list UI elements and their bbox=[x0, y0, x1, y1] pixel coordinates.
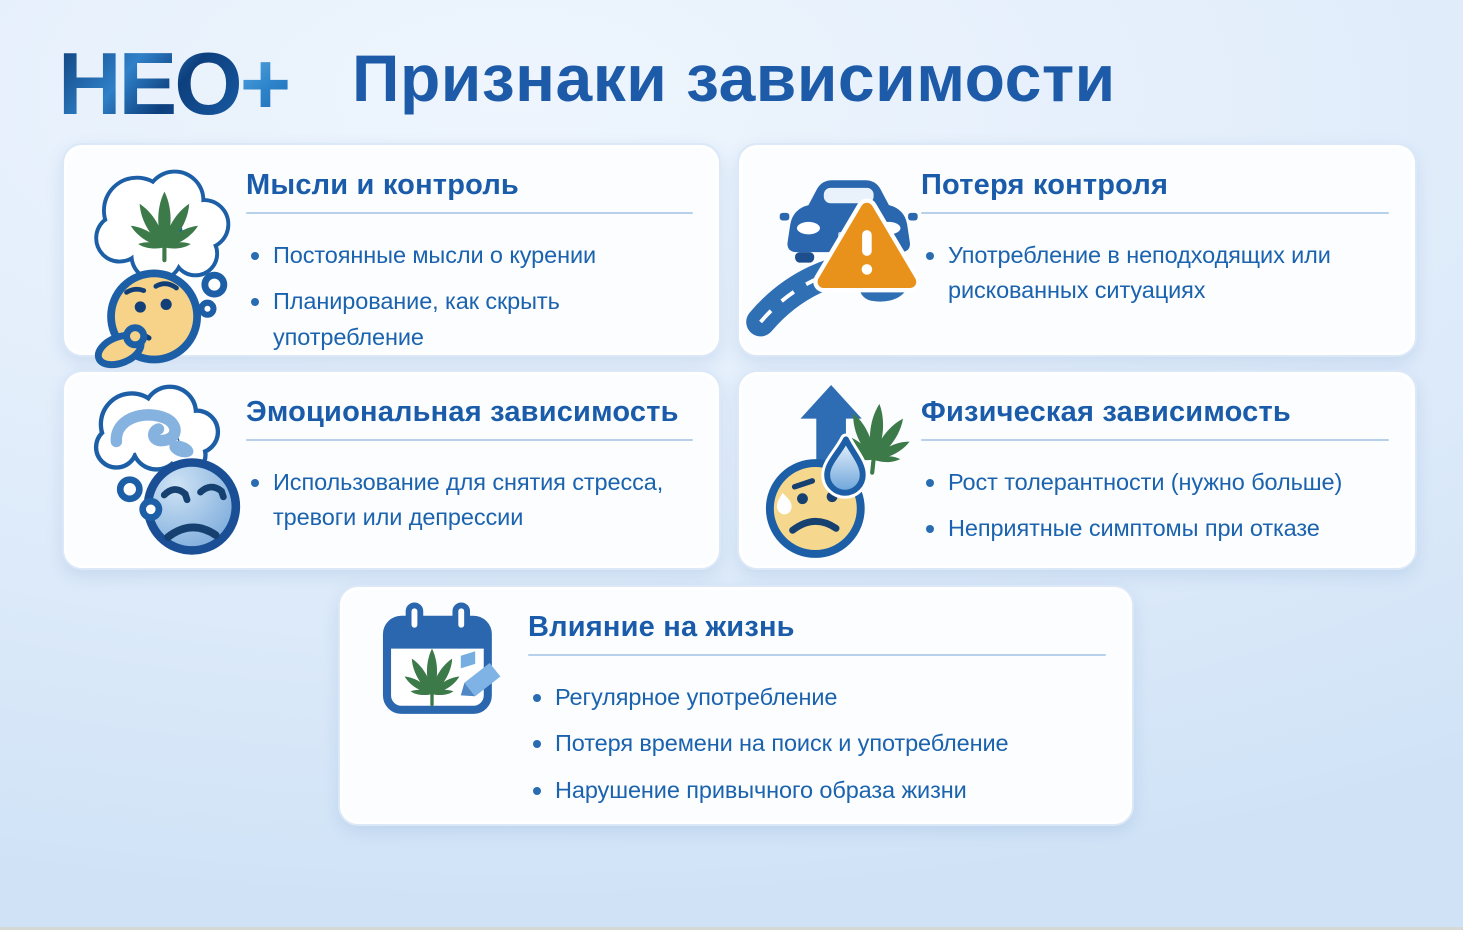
thinking-face-cannabis-thought-bubble-icon bbox=[68, 157, 266, 364]
card-content bbox=[921, 169, 1389, 320]
divider-line bbox=[528, 654, 1106, 656]
bullet-item: Неприятные симптомы при отказе bbox=[921, 511, 1389, 546]
neo-plus-logo bbox=[58, 34, 289, 133]
tolerance-arrow-cannabis-sad-face-drop-icon bbox=[759, 382, 922, 560]
divider-line bbox=[246, 439, 693, 441]
card-emotional-dependence bbox=[62, 370, 721, 570]
calendar-cannabis-pencil-icon bbox=[378, 600, 513, 726]
divider-line bbox=[921, 439, 1389, 441]
card-thoughts-and-control bbox=[62, 143, 721, 357]
bullet-item: Использование для снятия стресса, тревоги или депрессии bbox=[246, 465, 693, 536]
page-title: Признаки зависимости bbox=[352, 41, 1116, 115]
divider-line bbox=[921, 212, 1389, 214]
card-loss-of-control bbox=[737, 143, 1417, 357]
logo-text-neo: НЕО bbox=[58, 34, 240, 133]
bullet-item: Планирование, как скрыть употребление bbox=[246, 284, 693, 355]
sad-blue-face-thought-swirl-icon bbox=[82, 382, 254, 564]
card-physical-dependence bbox=[737, 370, 1417, 570]
card-impact-on-life bbox=[338, 585, 1134, 826]
card-content bbox=[921, 396, 1389, 558]
bullet-list bbox=[246, 238, 693, 355]
bullet-item: Потеря времени на поиск и употребление bbox=[528, 726, 1106, 761]
card-title: Эмоциональная зависимость bbox=[246, 396, 679, 428]
card-title: Физическая зависимость bbox=[921, 396, 1291, 428]
card-content bbox=[528, 611, 1106, 819]
bullet-item: Рост толерантности (нужно больше) bbox=[921, 465, 1389, 500]
logo-plus-sign: + bbox=[239, 34, 289, 133]
bullet-item: Нарушение привычного образа жизни bbox=[528, 773, 1106, 808]
card-content bbox=[246, 396, 693, 547]
car-road-warning-triangle-icon bbox=[751, 159, 933, 327]
bullet-list bbox=[246, 465, 693, 536]
card-content bbox=[246, 169, 693, 366]
bullet-item: Употребление в неподходящих или рискованных ситуациях bbox=[921, 238, 1389, 309]
bullet-item: Регулярное употребление bbox=[528, 680, 1106, 715]
divider-line bbox=[246, 212, 693, 214]
bullet-list bbox=[921, 465, 1389, 547]
card-title: Мысли и контроль bbox=[246, 169, 519, 201]
card-title: Потеря контроля bbox=[921, 169, 1169, 201]
bullet-list bbox=[921, 238, 1389, 309]
bullet-list bbox=[528, 680, 1106, 808]
card-title: Влияние на жизнь bbox=[528, 611, 795, 643]
bullet-item: Постоянные мысли о курении bbox=[246, 238, 693, 273]
